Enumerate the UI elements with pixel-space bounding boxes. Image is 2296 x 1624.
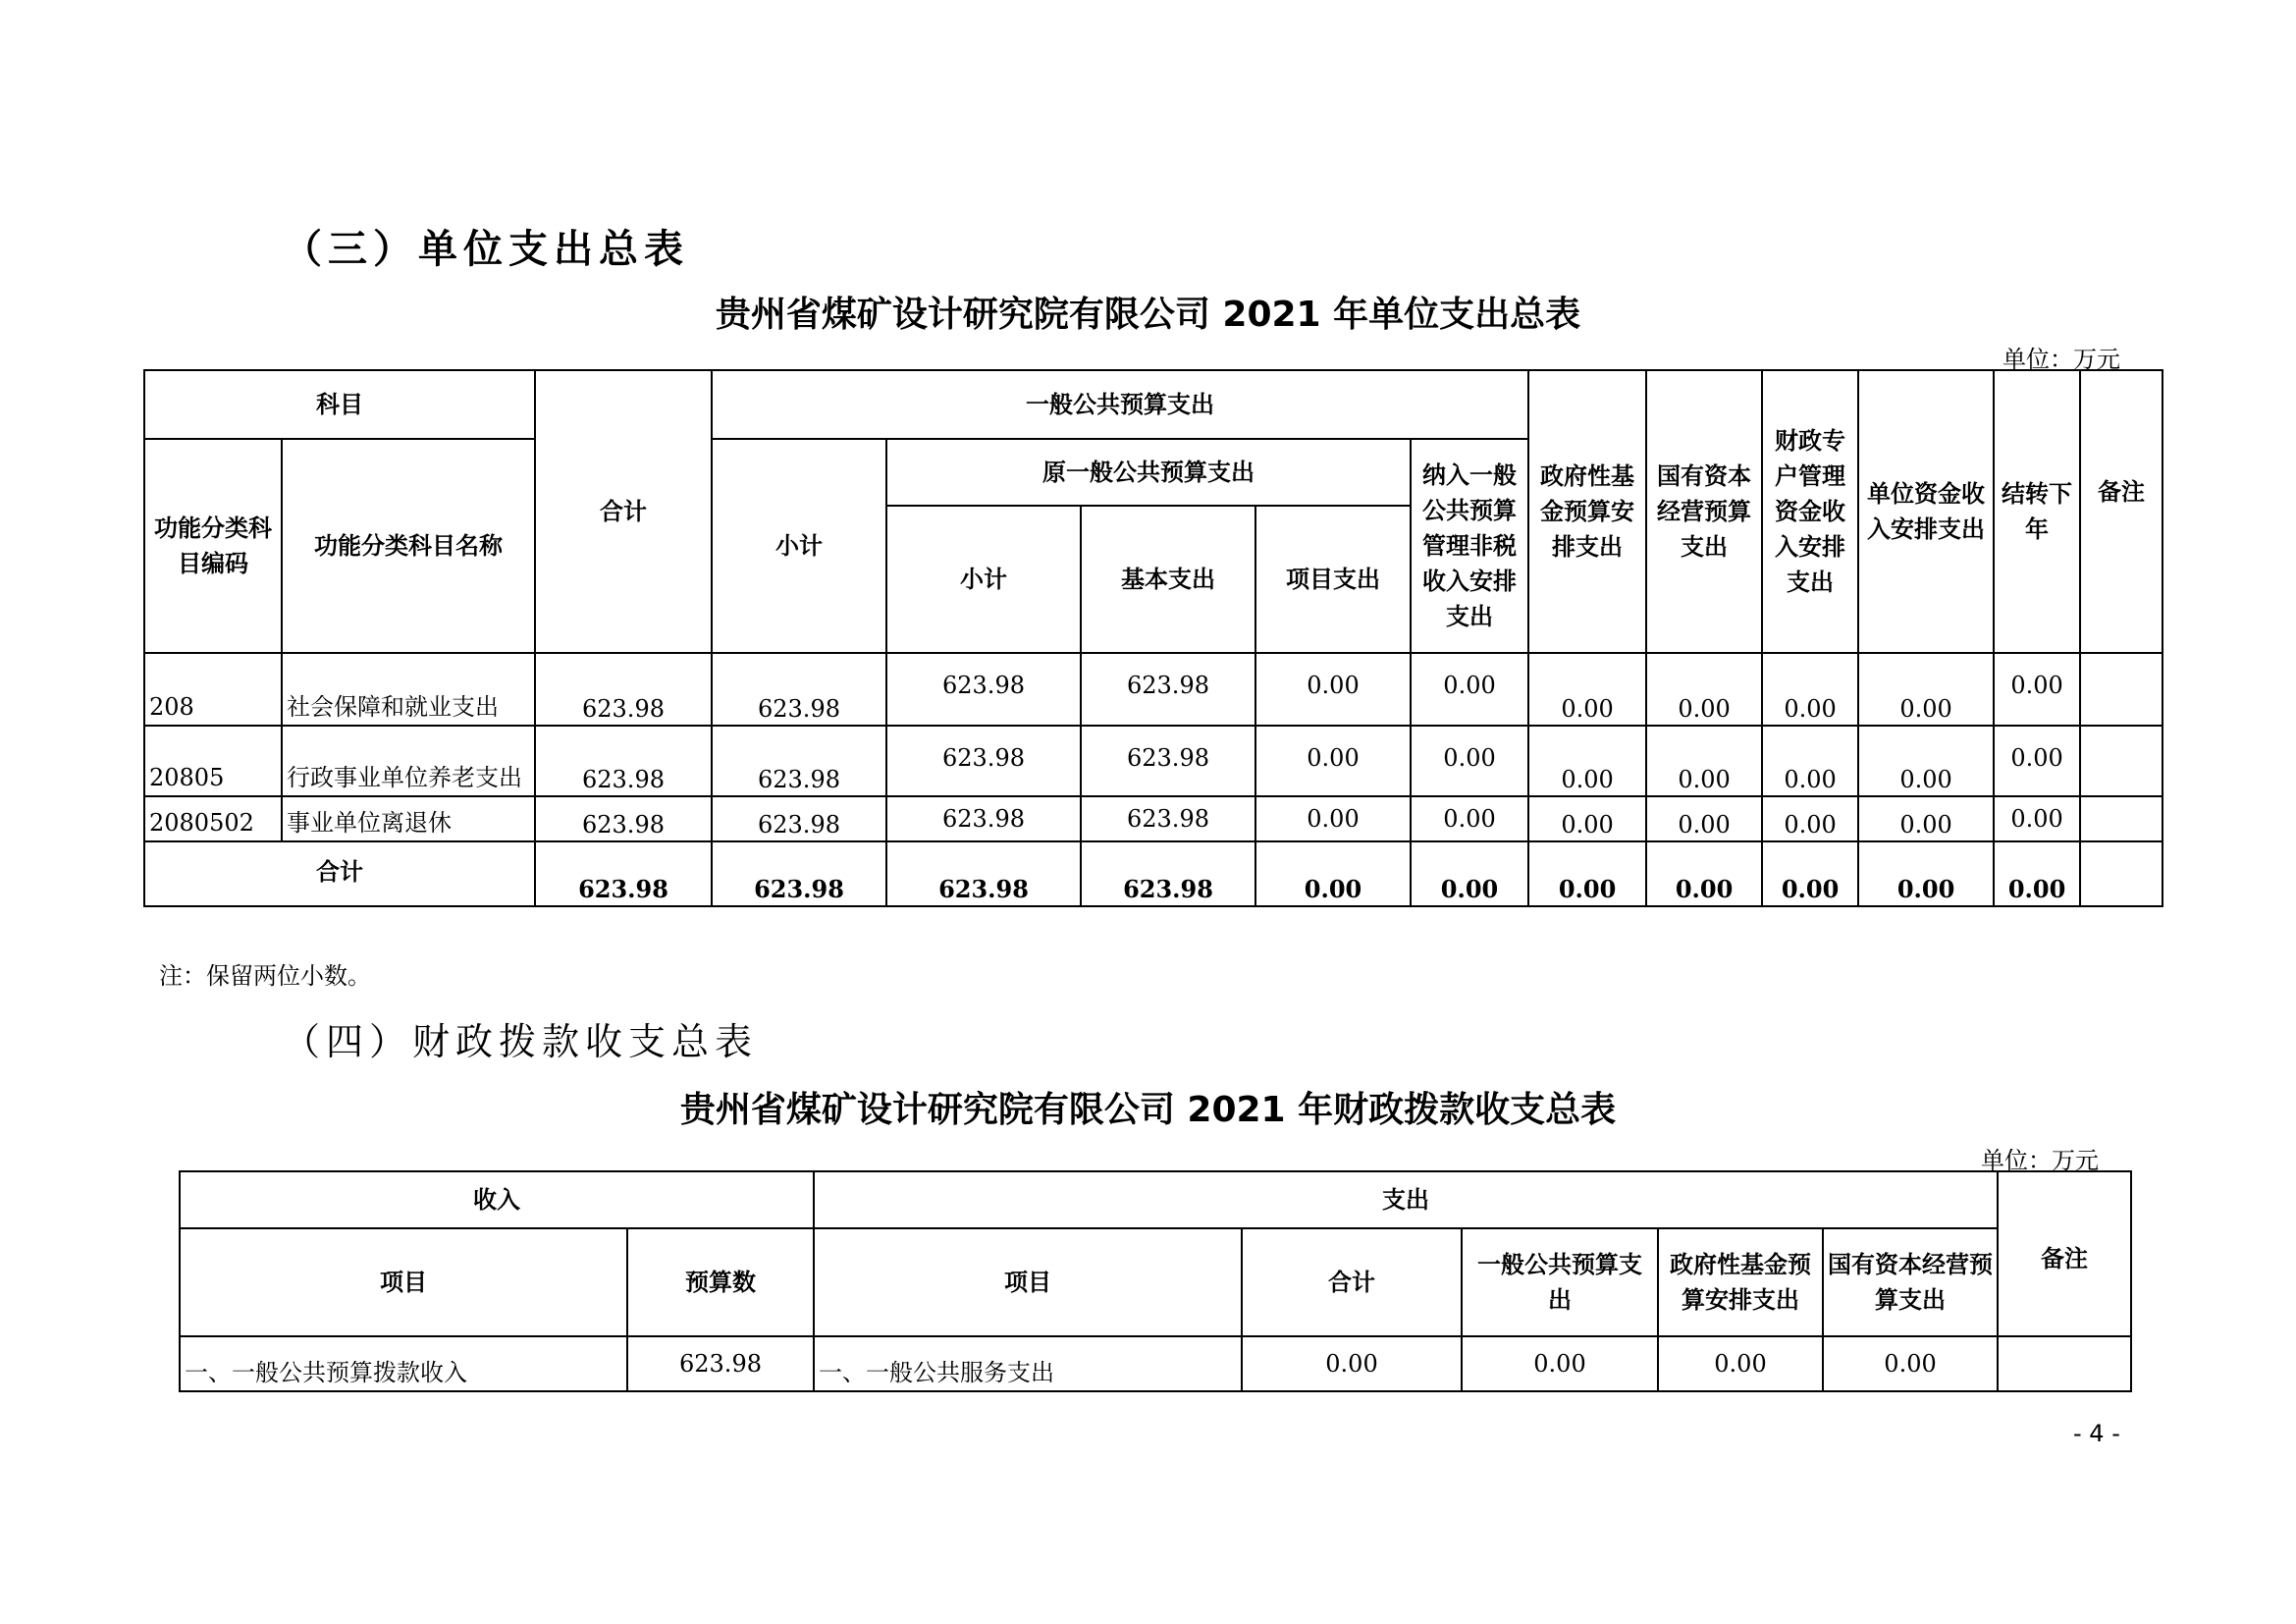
- header-nontax: 纳入一般公共预算管理非税收入安排支出: [1411, 439, 1528, 653]
- row-gov-fund: 0.00: [1528, 653, 1646, 726]
- total-state-capital: 0.00: [1646, 841, 1762, 906]
- row-exp-item: 一、一般公共服务支出: [814, 1336, 1242, 1391]
- total-basic: 623.98: [1081, 841, 1255, 906]
- row-fiscal-special: 0.00: [1762, 653, 1858, 726]
- table-row: [180, 1336, 2131, 1391]
- header-item: 项目: [180, 1228, 627, 1336]
- table-row: [144, 796, 2163, 841]
- row-code: 2080502: [144, 796, 282, 841]
- row-state-capital: 0.00: [1646, 653, 1762, 726]
- header-exp-item: 项目: [814, 1228, 1242, 1336]
- total-label: 合计: [144, 841, 535, 906]
- row-fiscal-special: 0.00: [1762, 726, 1858, 796]
- total-fiscal-special: 0.00: [1762, 841, 1858, 906]
- section4-table-title: 贵州省煤矿设计研究院有限公司 2021 年财政拨款收支总表: [679, 1090, 1617, 1130]
- row-nontax: 0.00: [1411, 653, 1528, 726]
- row-sub-subtotal: 623.98: [886, 796, 1081, 841]
- header-fiscal-special: 财政专户管理资金收入安排支出: [1762, 370, 1858, 653]
- row-carryover: 0.00: [1994, 796, 2080, 841]
- header-remark: 备注: [1998, 1171, 2131, 1336]
- row-basic: 623.98: [1081, 726, 1255, 796]
- row-nontax: 0.00: [1411, 796, 1528, 841]
- row-remark: [2080, 653, 2163, 726]
- row-total: 623.98: [535, 653, 712, 726]
- total-remark: [2080, 841, 2163, 906]
- header-total: 合计: [535, 370, 712, 653]
- row-fiscal-special: 0.00: [1762, 796, 1858, 841]
- row-general: 0.00: [1462, 1336, 1658, 1391]
- header-name: 功能分类科目名称: [282, 439, 535, 653]
- header-budget: 预算数: [627, 1228, 814, 1336]
- header-subject: 科目: [144, 370, 535, 439]
- section4-unit-label: 单位：万元: [1981, 1147, 2099, 1174]
- row-unit-fund: 0.00: [1858, 796, 1994, 841]
- row-budget: 623.98: [627, 1336, 814, 1391]
- row-nontax: 0.00: [1411, 726, 1528, 796]
- row-subtotal: 623.98: [712, 726, 886, 796]
- header-original-general: 原一般公共预算支出: [886, 439, 1411, 506]
- header-gov-fund: 政府性基金预算安排支出: [1658, 1228, 1823, 1336]
- row-project: 0.00: [1255, 726, 1411, 796]
- total-carryover: 0.00: [1994, 841, 2080, 906]
- total-unit-fund: 0.00: [1858, 841, 1994, 906]
- total-subtotal: 623.98: [712, 841, 886, 906]
- row-state-capital: 0.00: [1646, 726, 1762, 796]
- table-row: [144, 653, 2163, 726]
- header-code: 功能分类科目编码: [144, 439, 282, 653]
- row-gov-fund: 0.00: [1658, 1336, 1823, 1391]
- header-income: 收入: [180, 1171, 814, 1228]
- row-state-capital: 0.00: [1646, 796, 1762, 841]
- header-remark: 备注: [2080, 370, 2163, 653]
- total-project: 0.00: [1255, 841, 1411, 906]
- row-income-item: 一、一般公共预算拨款收入: [180, 1336, 627, 1391]
- total-sub-subtotal: 623.98: [886, 841, 1081, 906]
- row-carryover: 0.00: [1994, 653, 2080, 726]
- row-remark: [1998, 1336, 2131, 1391]
- header-subtotal: 小计: [712, 439, 886, 653]
- section3-unit-label: 单位：万元: [2002, 346, 2120, 373]
- row-code: 208: [144, 653, 282, 726]
- row-unit-fund: 0.00: [1858, 653, 1994, 726]
- row-project: 0.00: [1255, 653, 1411, 726]
- section3-heading: （三）单位支出总表: [283, 227, 689, 272]
- unit-expenditure-table: [143, 369, 2163, 907]
- row-project: 0.00: [1255, 796, 1411, 841]
- row-total: 623.98: [535, 796, 712, 841]
- section3-table-title: 贵州省煤矿设计研究院有限公司 2021 年单位支出总表: [715, 295, 1581, 335]
- header-gov-fund: 政府性基金预算安排支出: [1528, 370, 1646, 653]
- header-general: 一般公共预算支出: [1462, 1228, 1658, 1336]
- row-remark: [2080, 796, 2163, 841]
- row-basic: 623.98: [1081, 796, 1255, 841]
- row-gov-fund: 0.00: [1528, 726, 1646, 796]
- header-sub-subtotal: 小计: [886, 506, 1081, 653]
- header-expense: 支出: [814, 1171, 1998, 1228]
- header-general-budget: 一般公共预算支出: [712, 370, 1528, 439]
- row-unit-fund: 0.00: [1858, 726, 1994, 796]
- total-gov-fund: 0.00: [1528, 841, 1646, 906]
- page-number: - 4 -: [2073, 1420, 2120, 1447]
- row-sub-subtotal: 623.98: [886, 653, 1081, 726]
- header-state-capital: 国有资本经营预算支出: [1646, 370, 1762, 653]
- row-subtotal: 623.98: [712, 653, 886, 726]
- row-basic: 623.98: [1081, 653, 1255, 726]
- section3-note: 注：保留两位小数。: [159, 962, 371, 990]
- table-row: [144, 726, 2163, 796]
- header-carryover: 结转下年: [1994, 370, 2080, 653]
- header-project: 项目支出: [1255, 506, 1411, 653]
- row-total: 623.98: [535, 726, 712, 796]
- row-name: 事业单位离退休: [282, 796, 535, 841]
- header-total: 合计: [1242, 1228, 1462, 1336]
- total-nontax: 0.00: [1411, 841, 1528, 906]
- row-gov-fund: 0.00: [1528, 796, 1646, 841]
- row-state-capital: 0.00: [1823, 1336, 1998, 1391]
- row-name: 行政事业单位养老支出: [282, 726, 535, 796]
- row-sub-subtotal: 623.98: [886, 726, 1081, 796]
- row-subtotal: 623.98: [712, 796, 886, 841]
- row-remark: [2080, 726, 2163, 796]
- header-state-capital: 国有资本经营预算支出: [1823, 1228, 1998, 1336]
- section4-heading: （四）财政拨款收支总表: [283, 1020, 759, 1063]
- row-carryover: 0.00: [1994, 726, 2080, 796]
- total-total: 623.98: [535, 841, 712, 906]
- header-basic: 基本支出: [1081, 506, 1255, 653]
- row-code: 20805: [144, 726, 282, 796]
- fiscal-appropriation-table: [179, 1170, 2132, 1392]
- row-total: 0.00: [1242, 1336, 1462, 1391]
- row-name: 社会保障和就业支出: [282, 653, 535, 726]
- header-unit-fund: 单位资金收入安排支出: [1858, 370, 1994, 653]
- total-row: [144, 841, 2163, 906]
